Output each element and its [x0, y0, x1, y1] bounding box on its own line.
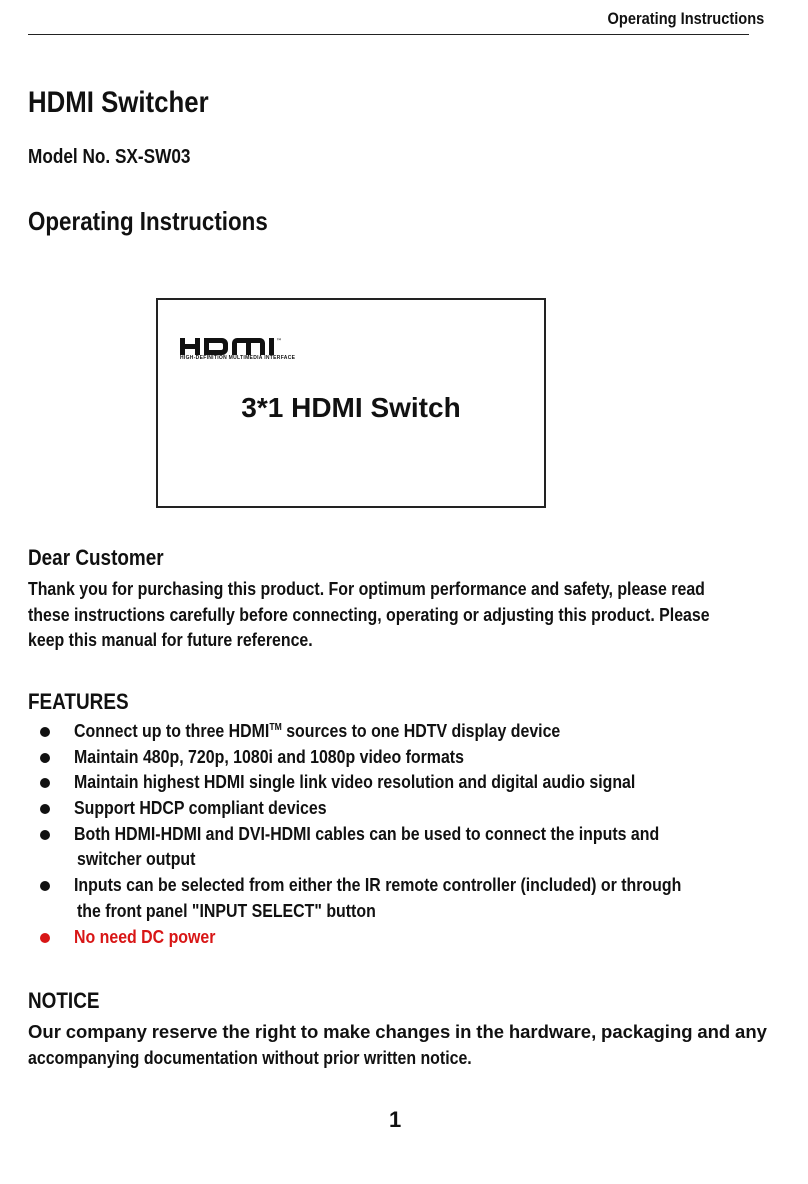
feature-text: Inputs can be selected from either the IR remote controller (included) or through	[74, 874, 682, 896]
bullet-icon	[40, 933, 50, 943]
notice-word: packaging	[601, 1021, 693, 1042]
model-number: Model No. SX-SW03	[28, 146, 191, 168]
logo-tagline: HIGH-DEFINITION MULTIMEDIA INTERFACE	[180, 355, 296, 361]
feature-item	[28, 797, 788, 823]
feature-text: Maintain 480p, 720p, 1080i and 1080p video formats	[74, 745, 464, 767]
running-header-title: Operating Instructions	[607, 9, 764, 28]
notice-word: in	[455, 1021, 472, 1042]
notice-heading: NOTICE	[28, 988, 100, 1013]
header-rule	[28, 34, 749, 35]
notice-word: the	[476, 1021, 505, 1042]
feature-text: Both HDMI-HDMI and DVI-HDMI cables can be used to connect the inputs and	[74, 822, 660, 844]
notice-word: to	[300, 1021, 319, 1042]
notice-word: company	[65, 1021, 147, 1042]
feature-text: the front panel "INPUT SELECT" button	[77, 899, 376, 921]
paragraph-line: keep this manual for future reference.	[28, 629, 313, 651]
features-heading: FEATURES	[28, 689, 129, 714]
notice-word: the	[222, 1021, 251, 1042]
feature-text: Connect up to three HDMI™ sources to one HDTV display device	[74, 720, 561, 741]
feature-text: No need DC power	[74, 925, 216, 947]
document-title: HDMI Switcher	[28, 86, 209, 119]
feature-item	[28, 720, 788, 746]
bullet-icon	[40, 727, 50, 737]
dear-customer-paragraph	[28, 576, 808, 653]
page-number: 1	[389, 1107, 402, 1132]
paragraph-line: Thank you for purchasing this product. For optimum performance and safety, please read	[28, 578, 705, 599]
logo-tm-mark: ™	[276, 338, 282, 345]
feature-item-continuation	[28, 848, 788, 874]
notice-word: Our	[28, 1021, 61, 1042]
product-label-box	[156, 298, 546, 508]
feature-text: switcher output	[77, 848, 196, 870]
feature-item	[28, 771, 788, 797]
notice-word: changes	[375, 1021, 451, 1042]
feature-item-highlight	[28, 926, 788, 952]
notice-word: reserve	[151, 1021, 218, 1042]
bullet-icon	[40, 753, 50, 763]
notice-paragraph	[28, 1019, 767, 1070]
feature-text: Support HDCP compliant devices	[74, 797, 327, 819]
notice-line-justified	[28, 1019, 767, 1045]
bullet-icon	[40, 830, 50, 840]
notice-line: accompanying documentation without prior written notice.	[28, 1046, 472, 1068]
dear-customer-heading: Dear Customer	[28, 545, 164, 570]
document-subtitle: Operating Instructions	[28, 206, 268, 236]
trademark-mark: TM	[269, 722, 282, 733]
feature-item	[28, 746, 788, 772]
feature-item	[28, 823, 788, 849]
bullet-icon	[40, 881, 50, 891]
notice-word: hardware,	[508, 1021, 597, 1042]
feature-text: Maintain highest HDMI single link video resolution and digital audio signal	[74, 771, 636, 793]
notice-word: and	[697, 1021, 731, 1042]
feature-item	[28, 874, 788, 900]
notice-word: right	[254, 1021, 296, 1042]
notice-word: any	[735, 1021, 767, 1042]
features-list	[28, 720, 788, 951]
bullet-icon	[40, 778, 50, 788]
product-name: 3*1 HDMI Switch	[241, 392, 461, 423]
notice-word: make	[323, 1021, 371, 1042]
bullet-icon	[40, 804, 50, 814]
feature-item-continuation	[28, 900, 788, 926]
paragraph-line: these instructions carefully before connecting, operating or adjusting this product. Please	[28, 603, 710, 625]
